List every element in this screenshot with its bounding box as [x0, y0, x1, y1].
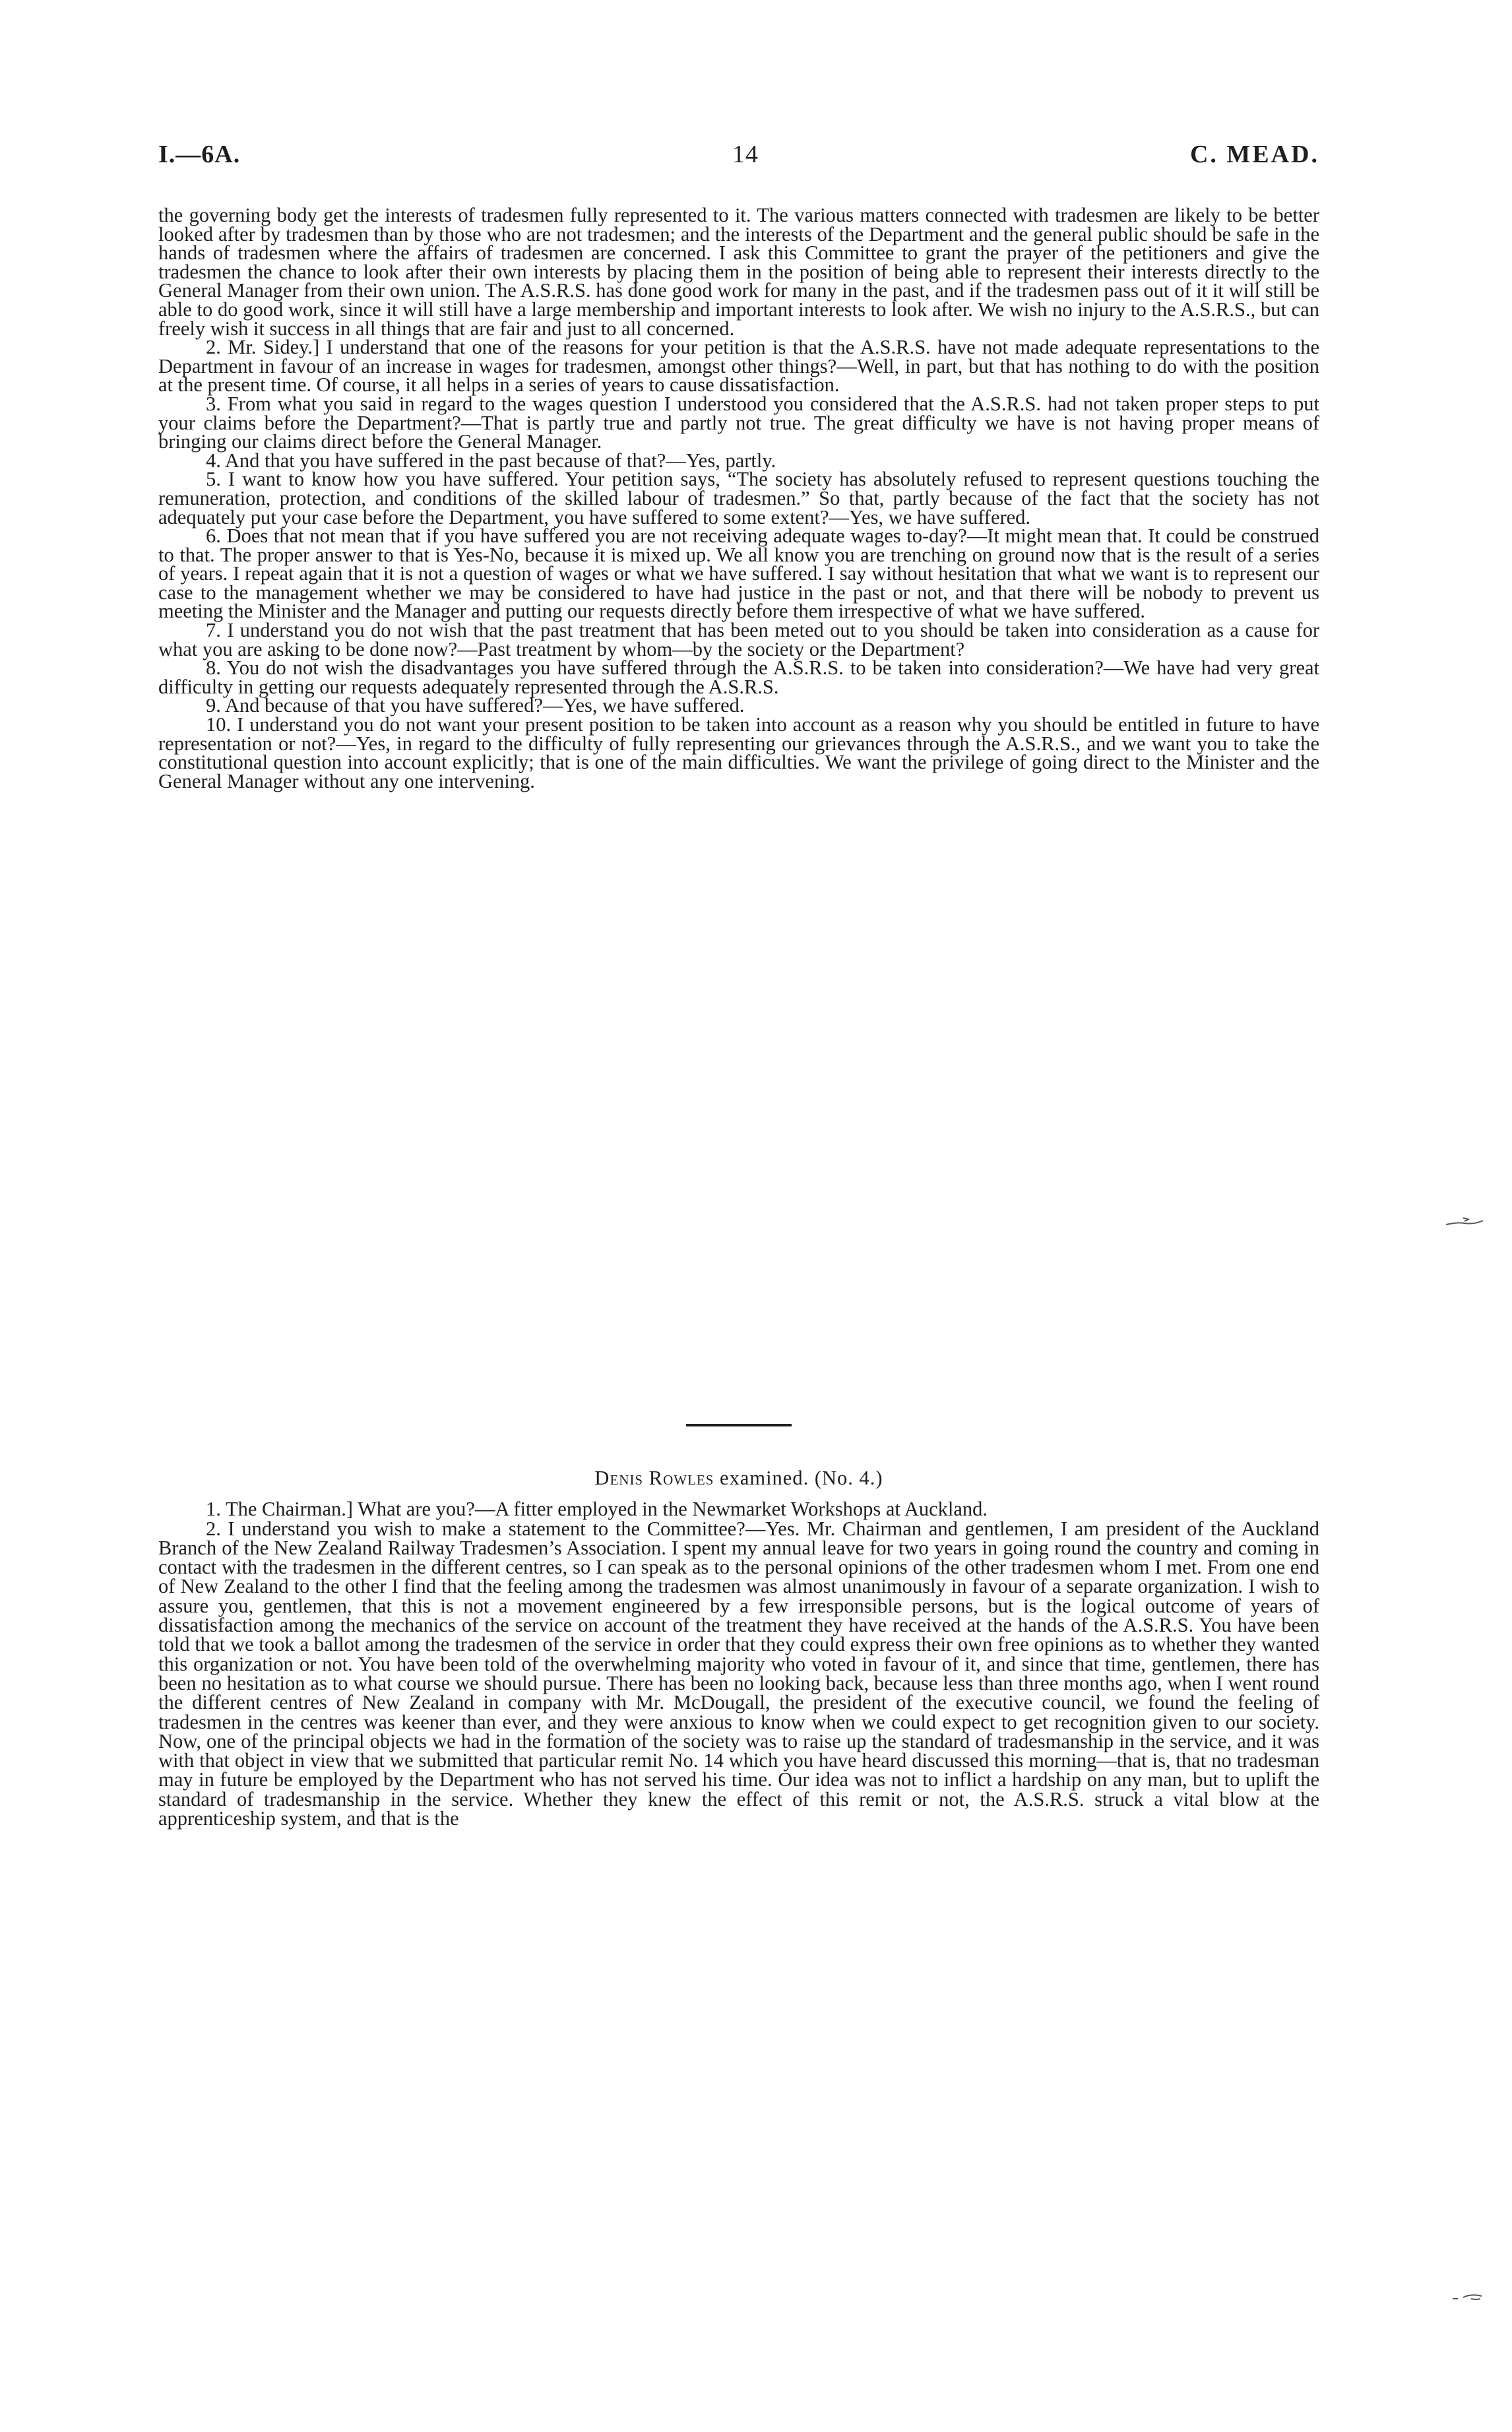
- question-3: 3. From what you said in regard to the wages question I understood you considered that the A.S.R.S. had not taken proper steps to put your claims before the Department?—That is partly true and partly not true. The great difficulty we have is not having proper means of bringing our claims direct before the General Manager.: [158, 392, 1319, 453]
- witness-heading-name: Denis Rowles: [594, 1467, 714, 1489]
- witness-name: C. MEAD.: [1189, 141, 1319, 168]
- page-header: [158, 140, 1319, 179]
- margin-mark: [1451, 2289, 1484, 2309]
- question-7: 7. I understand you do not wish that the past treatment that has been meted out to you should be taken into consideration as a cause for what you are asking to be done now?—Past treatment by whom—by the society or the Department?: [158, 619, 1319, 660]
- question-6: 6. Does that not mean that if you have suffered you are not receiving adequate wages to-day?—It might mean that. It could be construed to that. The proper answer to that is Yes-No, because it is mixed up. We all know you are trenching on ground now that is the result of a series of years. I repeat again that it is not a question of wages or what we have suffered. I say without hesitation that what we want is to represent our case to the management whether we may be considered to have had justice in the past or not, and that there will be nobody to prevent us meeting the Minister and the Manager and putting our requests directly before them irrespective of what we have suffered.: [158, 525, 1319, 623]
- document-reference: I.—6A.: [158, 141, 241, 168]
- margin-mark-icon: [1451, 2289, 1484, 2305]
- question-10: 10. I understand you do not want your present position to be taken into account as a reason why you should be entitled in future to have representation or not?—Yes, in regard to the difficulty of fully representing our grievances through the A.S.R.S., and we want you to take the constitutional question into account explicitly; that is one of the main difficulties. We want the privilege of going direct to the Minister and the General Manager without any one intervening.: [158, 713, 1319, 792]
- question-2-statement: 2. I understand you wish to make a statement to the Committee?—Yes. Mr. Chairman and gentlemen, I am president of the Auckland Branch of the New Zealand Railway Tradesmen’s Association. I spent my annual leave for two years in going round the country and coming in contact with the tradesmen in the different centres, so I can speak as to the personal opinions of the other tradesmen whom I met. From one end of New Zealand to the other I find that the feeling among the tradesmen was almost unanimously in favour of a separate organization. I wish to assure you, gentlemen, that this is not a movement engineered by a few irresponsible persons, but is the logical outcome of years of dissatisfaction among the mechanics of the service on account of the treatment they have received at the hands of the A.S.R.S. You have been told that we took a ballot among the tradesmen of the service in order that they could express their own free opinions as to whether they wanted this organization or not. You have been told of the overwhelming majority who voted in favour of it, and since that time, gentlemen, there has been no hesitation as to what course we should pursue. There has been no looking back, because less than three months ago, when I went round the different centres of New Zealand in company with Mr. McDougall, the president of the executive council, we found the feeling of tradesmen in the centres was keener than ever, and they were anxious to know when we could expect to get recognition given to our society. Now, one of the principal objects we had in the formation of the society was to raise up the standard of tradesmanship in the service, and it was with that object in view that we submitted that particular remit No. 14 which you have heard discussed this morning—that is, that no tradesman may in future be employed by the Department who has not served his time. Our idea was not to inflict a hardship on any man, but to uplift the standard of tradesmanship in the service. Whether they knew the effect of this remit or not, the A.S.R.S. struck a vital blow at the apprenticeship system, and that is the: [158, 1517, 1319, 1830]
- section-divider: [686, 1424, 792, 1426]
- question-1: 1. The Chairman.] What are you?—A fitter employed in the Newmarket Workshops at Auckland.: [206, 1498, 988, 1521]
- question-9: 9. And because of that you have suffered?—Yes, we have suffered.: [206, 694, 745, 717]
- question-5: 5. I want to know how you have suffered. Your petition says, “The society has absolutely refused to represent questions touching the remuneration, protection, and conditions of the skilled labour of tradesmen.” So that, partly because of the fact that the society has not adequately put your case before the Department, you have suffered to some extent?—Yes, we have suffered.: [158, 468, 1319, 528]
- margin-mark-icon: [1445, 1213, 1484, 1232]
- question-4: 4. And that you have suffered in the past because of that?—Yes, partly.: [206, 449, 776, 472]
- witness-heading: [158, 1469, 1319, 1488]
- margin-mark: [1445, 1213, 1484, 1236]
- paragraph: the governing body get the interests of tradesmen fully represented to it. The various matters connected with tradesmen are likely to be better looked after by tradesmen than by those who are not tradesmen; and the interests of the Department and the general public should be safe in the hands of tradesmen where the affairs of tradesmen are concerned. I ask this Committee to grant the prayer of the petitioners and give the tradesmen the chance to look after their own interests by placing them in the position of being able to represent their interests directly to the General Manager from their own union. The A.S.R.S. has done good work for many in the past, and if the tradesmen pass out of it it will still be able to do good work, since it will still have a large membership and important interests to look after. We wish no injury to the A.S.R.S., but can freely wish it success in all things that are fair and just to all concerned.: [158, 204, 1319, 340]
- question-2: 2. Mr. Sidey.] I understand that one of the reasons for your petition is that the A.S.R.S. have not made adequate representations to the Department in favour of an increase in wages for tradesmen, amongst other things?—Well, in part, but that has nothing to do with the position at the present time. Of course, it all helps in a series of years to cause dissatisfaction.: [158, 336, 1319, 397]
- testimony-section-1: [158, 206, 1319, 790]
- page-number: 14: [732, 141, 759, 168]
- question-8: 8. You do not wish the disadvantages you have suffered through the A.S.R.S. to be taken into consideration?—We have had very great difficulty in getting our requests adequately represented through the A.S.R.S.: [158, 656, 1319, 698]
- testimony-section-2: [158, 1469, 1319, 1828]
- witness-heading-rest: examined. (No. 4.): [714, 1467, 883, 1489]
